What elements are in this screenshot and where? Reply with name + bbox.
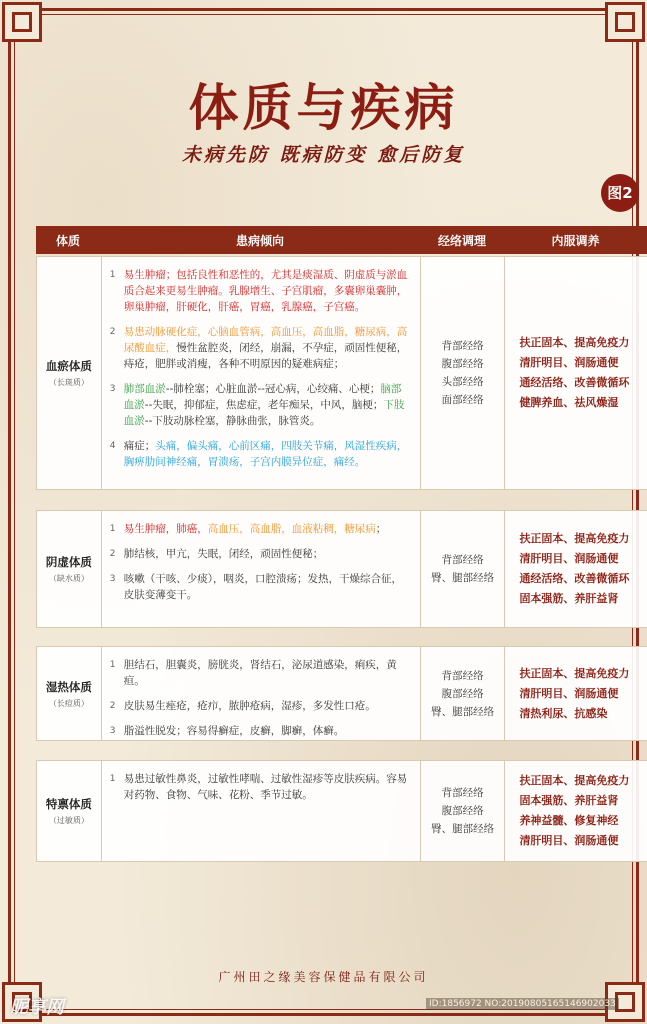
internal-cell [505,257,647,489]
item-text [124,521,412,537]
item-text [124,381,412,429]
meridian-cell [421,761,506,861]
item-text-segment: 咳嗽（干咳、少痰），咽炎，口腔溃疡；发热，干燥综合征，皮肤变薄变干。 [123,573,403,601]
internal-item: 清肝明目、润肠通便 [519,552,619,565]
internal-item: 通经活络、改善微循环 [519,572,630,585]
item-text-segment: 易患过敏性鼻炎，过敏性哮喘、过敏性湿疹等皮肤疾病。容易对药物、食物、气味、花粉、季节过敏。 [123,773,408,801]
internal-item: 清肝明目、润肠通便 [519,356,619,369]
company-name: 广州田之缘美容保健品有限公司 [218,970,429,984]
item-text-segment: --肺栓塞；心脏血淤--冠心病，心绞痛、心梗； [165,383,381,395]
meridian-item: 背部经络 [441,787,484,799]
meridian-item: 面部经络 [441,394,484,406]
constitution-name: 湿热体质 [45,679,92,694]
item-number: 1 [109,774,116,784]
internal-item: 扶正固本、提高免疫力 [519,666,630,680]
item-text-segment: 高血压，高血脂，血液粘稠，糖尿病 [207,523,376,535]
meridian-item: 背部经络 [441,554,484,566]
table-row [36,760,647,862]
disease-item [110,546,412,562]
item-number: 1 [109,270,116,280]
constitution-alias: （过敏质） [48,816,89,825]
disease-item [110,267,412,315]
constitution-name: 血瘀体质 [45,359,92,373]
item-number: 3 [109,574,116,584]
meridian-item: 腹部经络 [441,358,484,370]
disease-item [110,571,412,603]
internal-item: 健脾养血、祛风燥湿 [519,396,619,409]
site-watermark: 昵享网 [10,997,64,1018]
constitution-name: 阴虚体质 [45,555,92,569]
header-internal: 内服调养 [551,233,600,248]
item-number: 3 [109,726,116,736]
internal-item: 清热利尿、抗感染 [519,706,608,720]
item-text-segment: 脂溢性脱发；容易得癣症，皮癣，脚癣，体癣。 [123,725,345,737]
internal-item: 清肝明目、润肠通便 [519,834,619,847]
header-meridian: 经络调理 [437,233,486,248]
item-text [124,546,412,562]
item-text [124,657,412,689]
corner-ornament-top-right [605,2,645,42]
disease-item [110,438,412,470]
table-row [36,256,647,490]
constitution-cell [37,257,102,489]
meridian-item: 腹部经络 [441,805,484,817]
item-text [124,698,412,714]
image-id-watermark: ID:1856972 NO:20190805165146902033 [426,998,619,1010]
item-text-segment: 下肢血淤 [123,399,405,427]
item-text-segment: 慢性盆腔炎，闭经，崩漏，不孕症，顽固性便秘，痔疮，肥胖或消瘦，各种不明原因的疑难病症； [123,342,408,370]
item-text-segment: --失眠，抑郁症，焦虑症，老年痴呆，中风，脑梗； [144,399,384,411]
disease-item [110,521,412,537]
corner-ornament-top-left [2,2,42,42]
item-text-segment: 痛症； [123,440,156,452]
disease-cell [102,511,421,627]
constitution-alias: （长痘质） [48,698,89,708]
item-text-segment: 易患动脉硬化症，心脑血管病，高血压，高血脂，糖尿病，高尿酸血症， [123,326,408,354]
internal-item: 通经活络、改善微循环 [519,376,630,389]
item-text [124,267,412,315]
internal-item: 扶正固本、提高免疫力 [519,336,630,349]
disease-cell [102,761,421,861]
item-text [124,723,412,739]
header-disease-tendency: 患病倾向 [235,233,284,248]
item-text-segment: 肺部血淤 [123,383,166,395]
disease-item [110,698,412,714]
meridian-cell [421,257,506,489]
figure-badge: 图2 [601,174,639,212]
table-header [36,226,647,254]
internal-item: 清肝明目、润肠通便 [519,686,619,700]
disease-cell [102,647,421,740]
item-number: 2 [109,701,116,711]
meridian-cell [421,647,506,740]
meridian-item: 臀、腿部经络 [431,572,495,584]
item-text-segment: 头痛，偏头痛，心前区痛，四肢关节痛，风湿性疾病，胸痹肋间神经痛，胃溃疡，子宫内膜异位症，痛经。 [123,440,408,468]
internal-cell [505,647,647,740]
constitution-cell [37,511,102,627]
item-text-segment: 肺结核，甲亢，失眠，闭经，顽固性便秘； [123,548,324,560]
meridian-item: 头部经络 [441,376,484,388]
constitution-alias: （缺水质） [48,574,89,583]
item-number: 2 [109,327,116,337]
item-text-segment: ； [375,523,387,535]
meridian-item: 臀、腿部经络 [431,823,495,835]
table-row [36,646,647,741]
page-subtitle: 未病先防 既病防变 愈后防复 [181,144,466,166]
constitution-cell [37,647,102,740]
item-number: 1 [109,660,116,670]
item-text [124,771,412,803]
disease-item [110,723,412,739]
item-text [124,438,412,470]
page-title: 体质与疾病 [188,78,459,137]
table-row [36,510,647,628]
header-constitution: 体质 [55,233,80,248]
item-number: 4 [109,441,116,451]
meridian-item: 臀、腿部经络 [431,705,495,718]
internal-item: 固本强筋、养肝益肾 [519,794,619,807]
internal-cell [505,761,647,861]
constitution-cell [37,761,102,861]
internal-item: 扶正固本、提高免疫力 [519,532,630,545]
internal-item: 扶正固本、提高免疫力 [519,774,630,787]
meridian-item: 背部经络 [441,340,484,352]
meridian-cell [421,511,506,627]
item-text-segment: 胆结石，胆囊炎，膀胱炎，肾结石，泌尿道感染，痢疾，黄疸。 [123,659,397,687]
disease-item [110,771,412,803]
item-number: 1 [109,524,116,534]
item-text-segment: --下肢动脉栓塞，静脉曲张，脉管炎。 [144,415,321,427]
disease-item [110,657,412,689]
item-text-segment: 脑部血淤 [123,383,402,411]
meridian-item: 腹部经络 [441,687,484,700]
item-text [124,324,412,372]
disease-cell [102,257,421,489]
constitution-alias: （长斑质） [48,378,89,387]
item-number: 3 [109,384,116,394]
disease-item [110,381,412,429]
internal-cell [505,511,647,627]
constitution-name: 特禀体质 [45,797,92,811]
disease-item [110,324,412,372]
item-number: 2 [109,549,116,559]
internal-item: 养神益髓、修复神经 [519,814,619,827]
item-text-segment: 易生肿瘤，肺癌， [123,523,208,535]
meridian-item: 背部经络 [441,669,484,682]
internal-item: 固本强筋、养肝益肾 [519,592,619,605]
item-text-segment: 易生肿瘤；包括良性和恶性的，尤其是痰湿质、阴虚质与淤血质合起来更易生肿瘤。乳腺增生、子宫肌瘤，多囊卵巢囊肿，卵巢肿瘤，肝硬化，肝癌，胃癌，乳腺癌，子宫癌。 [123,269,408,313]
item-text-segment: 皮肤易生痤疮，疮疖，脓肿疮病，湿疹，多发性口疮。 [123,700,376,712]
item-text [124,571,412,603]
